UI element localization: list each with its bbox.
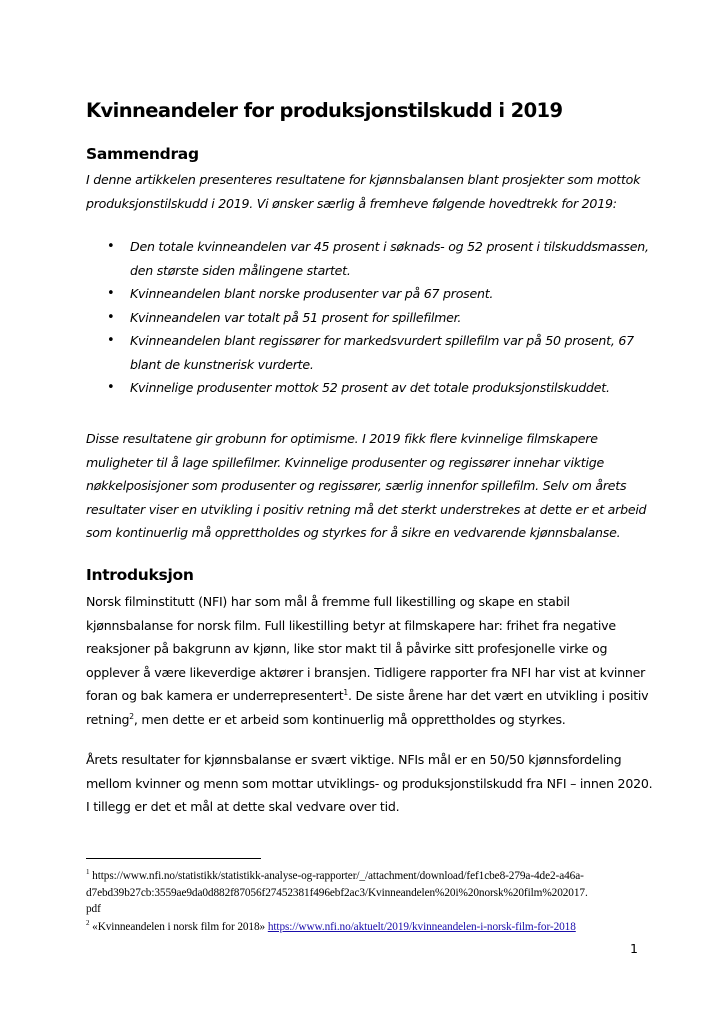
list-item-text: Kvinneandelen var totalt på 51 prosent for spillefilmer. — [130, 309, 462, 325]
list-item-text: Den totale kvinneandelen var 45 prosent i søknads- og 52 prosent i tilskuddsmassen, — [130, 239, 649, 254]
bullet-icon: • — [107, 380, 115, 395]
footnote-link[interactable]: https://www.nfi.no/aktuelt/2019/kvinneandelen-i-norsk-film-for-2018 — [267, 921, 576, 933]
text-line: produksjonstilskudd i 2019. Vi ønsker særlig å fremheve følgende hovedtrekk for 2019: — [86, 195, 617, 211]
footnote-2 — [86, 919, 646, 936]
text-line — [86, 919, 646, 936]
text-line: resultater viser en utvikling i positiv retning må det sterkt understrekes at dette er et arbeid — [86, 501, 647, 517]
text-line — [86, 868, 646, 885]
text-line: kjønnsbalanse for norsk film. Full likestilling betyr at filmskapere har: frihet fra negative — [86, 617, 616, 633]
text-line: som kontinuerlig må opprettholdes og styrkes for å sikre en vedvarende kjønnsbalanse. — [86, 525, 621, 540]
footnote-url-part: https://www.nfi.no/statistikk/statistikk-analyse-og-rapporter/_/attachment/download/fef1cbe8-279a-4de2-a46a- — [92, 870, 584, 882]
footnote-reference-1[interactable]: 1 — [343, 688, 348, 697]
page-number: 1 — [630, 941, 638, 956]
list-item — [86, 235, 649, 282]
text-segment: foran og bak kamera er underrepresentert — [86, 688, 344, 703]
text-line: nøkkelposisjoner som produsenter og regissører, særlig innenfor spillefilm. Selv om årets — [86, 478, 627, 493]
text-line — [86, 708, 646, 732]
document-title: Kvinneandeler for produksjonstilskudd i 2019 — [86, 99, 563, 122]
introduction-paragraph-1 — [86, 590, 649, 731]
bullet-icon: • — [107, 239, 115, 254]
summary-intro-paragraph — [86, 168, 646, 215]
footnote-1 — [86, 868, 646, 918]
text-line: Disse resultatene gir grobunn for optimisme. I 2019 fikk flere kvinnelige filmskapere — [86, 431, 598, 446]
bullet-icon: • — [107, 333, 115, 348]
text-segment: retning — [86, 711, 130, 727]
introduction-heading: Introduksjon — [86, 566, 194, 584]
footnote-url-part: d7ebd39b27cb:3559ae9da0d882f87056f27452381f496ebf2ac3/Kvinneandelen%20i%20norsk%20film%202017. — [86, 886, 588, 899]
text-line: I tillegg er det et mål at dette skal vedvare over tid. — [86, 799, 400, 814]
footnote-number: 2 — [86, 919, 90, 927]
introduction-paragraph-2 — [86, 748, 653, 819]
list-item — [86, 376, 646, 400]
summary-conclusion-paragraph — [86, 427, 646, 545]
summary-heading: Sammendrag — [86, 145, 199, 163]
list-item-text: Kvinnelige produsenter mottok 52 prosent av det totale produksjonstilskuddet. — [130, 380, 610, 395]
text-line: Årets resultater for kjønnsbalanse er svært viktige. NFIs mål er en 50/50 kjønnsfordeling — [86, 752, 622, 767]
list-item-text: den største siden målingene startet. — [130, 262, 351, 278]
footnote-separator — [86, 858, 261, 859]
text-line: I denne artikkelen presenteres resultatene for kjønnsbalansen blant prosjekter som mottok — [86, 172, 641, 187]
text-line: muligheter til å lage spillefilmer. Kvinnelige produsenter og regissører innehar viktige — [86, 454, 604, 470]
text-line: Norsk filminstitutt (NFI) har som mål å fremme full likestilling og skape en stabil — [86, 594, 570, 609]
footnote-text: «Kvinneandelen i norsk film for 2018» — [92, 921, 268, 933]
text-line: reaksjoner på bakgrunn av kjønn, like stor makt til å påvirke sitt profesjonelle virke og — [86, 641, 608, 656]
list-item — [86, 282, 646, 306]
list-item-text: Kvinneandelen blant norske produsenter var på 67 prosent. — [130, 286, 494, 301]
footnote-url-part: pdf — [86, 903, 101, 915]
list-item-text: Kvinneandelen blant regissører for markedsvurdert spillefilm var på 50 prosent, 67 — [130, 333, 634, 348]
text-segment: , men dette er et arbeid som kontinuerlig må opprettholdes og styrkes. — [133, 711, 566, 727]
summary-bullet-list — [86, 235, 649, 400]
text-segment: . De siste årene har det vært en utvikling i positiv — [347, 688, 649, 703]
text-line — [86, 684, 649, 708]
text-line: mellom kvinner og menn som mottar utviklings- og produksjonstilskudd fra NFI – innen 2020. — [86, 775, 653, 791]
list-item-text: blant de kunstnerisk vurderte. — [130, 356, 314, 372]
footnote-number: 1 — [86, 868, 90, 876]
bullet-icon: • — [107, 309, 115, 325]
text-line: opplever å være likeverdige aktører i bransjen. Tidligere rapporter fra NFI har vist at kvinner — [86, 664, 646, 680]
footnote-reference-2[interactable]: 2 — [129, 711, 134, 721]
list-item — [86, 306, 646, 330]
list-item — [86, 329, 646, 376]
bullet-icon: • — [107, 286, 115, 301]
